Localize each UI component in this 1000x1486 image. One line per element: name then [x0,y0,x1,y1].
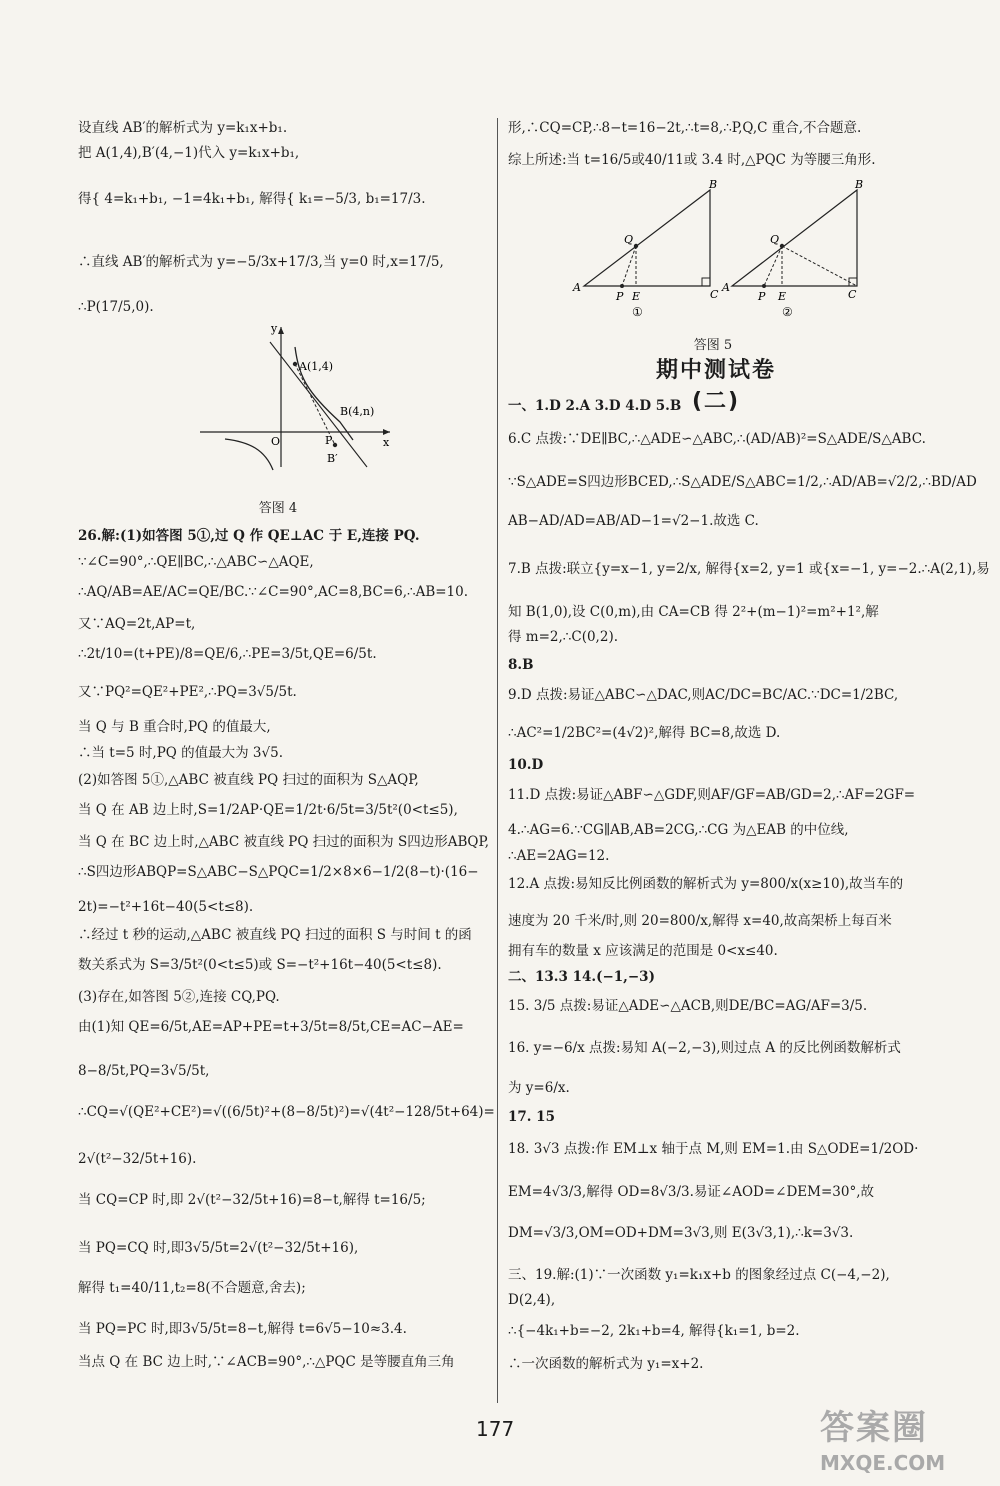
right-column-line: ∴AE=2AG=12. [508,848,610,864]
fig4-y-label: y [271,322,278,335]
watermark-line2: MXQE.COM [820,1451,946,1475]
right-column-line: 形,∴CQ=CP,∴8−t=16−2t,∴t=8,∴P,Q,C 重合,不合题意. [508,120,862,136]
left-column-line: ∴P(17/5,0). [78,299,154,315]
right-column-line: 综上所述:当 t=16/5或40/11或 3.4 时,△PQC 为等腰三角形. [508,152,876,168]
right-column-line: 6.C 点拨:∵DE∥BC,∴△ADE∽△ABC,∴(AD/AB)²=S△ADE/S△ABC. [508,431,926,447]
left-column-line: 当 Q 在 AB 边上时,S=1/2AP·QE=1/2t·6/5t=3/5t²(0<t≤5), [78,802,458,818]
right-column-line: ∴AC²=1/2BC²=(4√2)²,解得 BC=8,故选 D. [508,725,781,741]
right-column-line: 18. 3√3 点拨:作 EM⊥x 轴于点 M,则 EM=1.由 S△ODE=1/2OD· [508,1141,919,1157]
fig4-point-b: B(4,n) [340,405,375,418]
fig4-point-a: A(1,4) [299,360,334,373]
fig5-marker-2: ② [782,305,793,319]
right-column-line: EM=4√3/3,解得 OD=8√3/3.易证∠AOD=∠DEM=30°,故 [508,1184,875,1200]
right-column-line: 拥有车的数量 x 应该满足的范围是 0<x≤40. [508,943,778,959]
right-column-line: ∵S△ADE=S四边形BCED,∴S△ADE/S△ABC=1/2,∴AD/AB=√2/2,∴BD/AD [508,474,977,490]
left-column-line: ∴2t/10=(t+PE)/8=QE/6,∴PE=3/5t,QE=6/5t. [78,646,377,662]
right-column-line: 11.D 点拨:易证△ABF∽△GDF,则AF/GF=AB/GD=2,∴AF=2GF= [508,787,916,803]
right-column-line: 一、1.D 2.A 3.D 4.D 5.B [508,398,682,414]
right-column-line: 12.A 点拨:易知反比例函数的解析式为 y=800/x(x≥10),故当车的 [508,876,904,892]
right-column-line: 二、13.3 14.(−1,−3) [508,969,655,985]
left-column-line: ∴AQ/AB=AE/AC=QE/BC.∵∠C=90°,AC=8,BC=6,∴AB=10. [78,584,469,600]
left-column-line: 当 PQ=CQ 时,即3√5/5t=2√(t²−32/5t+16), [78,1240,359,1256]
right-column-line: ∴{−4k₁+b=−2, 2k₁+b=4, 解得{k₁=1, b=2. [508,1323,800,1339]
left-column-line: 由(1)知 QE=6/5t,AE=AP+PE=t+3/5t=8/5t,CE=AC−AE= [78,1019,464,1035]
left-column-line: 把 A(1,4),B′(4,−1)代入 y=k₁x+b₁, [78,145,300,161]
left-column-line: 又∵PQ²=QE²+PE²,∴PQ=3√5/5t. [78,684,297,700]
left-column-line: ∵∠C=90°,∴QE∥BC,∴△ABC∽△AQE, [78,554,314,570]
page-number: 177 [476,1417,515,1441]
right-column-line: 15. 3/5 点拨:易证△ADE∽△ACB,则DE/BC=AG/AF=3/5. [508,998,868,1014]
fig5-marker-1: ① [632,305,643,319]
right-column-line: 三、19.解:(1)∵一次函数 y₁=k₁x+b 的图象经过点 C(−4,−2), [508,1267,890,1283]
right-column-line: ∴一次函数的解析式为 y₁=x+2. [508,1356,704,1372]
fig5-a-2: A [722,281,730,294]
fig4-x-label: x [383,436,390,449]
fig4-point-b-prime: B′ [327,452,338,465]
left-column-line: 26.解:(1)如答图 5①,过 Q 作 QE⊥AC 于 E,连接 PQ. [78,528,420,544]
fig5-e-1: E [632,290,641,303]
figure-5-caption: 答图 5 [693,338,733,353]
left-column-line: 2√(t²−32/5t+16). [78,1151,197,1167]
right-column-line: 知 B(1,0),设 C(0,m),由 CA=CB 得 2²+(m−1)²=m²+1²,解 [508,604,879,620]
right-column-line: 为 y=6/x. [508,1080,570,1096]
fig5-c-2: C [848,288,857,301]
right-column-line: 得 m=2,∴C(0,2). [508,629,618,645]
left-column-line: 解得 t₁=40/11,t₂=8(不合题意,舍去); [78,1280,306,1296]
fig5-b-2: B [855,178,864,191]
fig5-q-2: Q [770,233,780,246]
left-column-line: 又∵AQ=2t,AP=t, [78,616,196,632]
figure-4-caption: 答图 4 [258,501,298,516]
left-column-line: ∴直线 AB′的解析式为 y=−5/3x+17/3,当 y=0 时,x=17/5, [78,254,444,270]
watermark-line1: 答案圈 [820,1408,928,1448]
left-column-line: (3)存在,如答图 5②,连接 CQ,PQ. [78,989,280,1005]
right-column-line: 16. y=−6/x 点拨:易知 A(−2,−3),则过点 A 的反比例函数解析式 [508,1040,901,1056]
left-column-line: 当 Q 与 B 重合时,PQ 的值最大, [78,719,271,735]
fig5-b-1: B [709,178,718,191]
left-column-line: 2t)=−t²+16t−40(5<t≤8). [78,899,254,915]
right-column-line: 4.∴AG=6.∵CG∥AB,AB=2CG,∴CG 为△EAB 的中位线, [508,822,849,838]
figure-4 [195,322,405,472]
section-title: 期中测试卷(二) [655,358,776,414]
left-column-line: 8−8/5t,PQ=3√5/5t, [78,1063,210,1079]
right-column-line: 9.D 点拨:易证△ABC∽△DAC,则AC/DC=BC/AC.∵DC=1/2BC, [508,687,899,703]
figure-5 [572,176,872,326]
fig4-origin-label: O [271,435,281,448]
left-column-line: 当 CQ=CP 时,即 2√(t²−32/5t+16)=8−t,解得 t=16/5; [78,1192,426,1208]
fig5-q-1: Q [624,233,634,246]
fig5-p-1: P [616,290,624,303]
column-divider [497,118,498,1403]
left-column-line: 得{ 4=k₁+b₁, −1=4k₁+b₁, 解得{ k₁=−5/3, b₁=17/3. [78,191,426,207]
left-column-line: ∴当 t=5 时,PQ 的值最大为 3√5. [78,745,284,761]
fig5-e-2: E [778,290,787,303]
left-column-line: ∴CQ=√(QE²+CE²)=√((6/5t)²+(8−8/5t)²)=√(4t²−128/5t+64)= [78,1104,495,1120]
right-column-line: 7.B 点拨:联立{y=x−1, y=2/x, 解得{x=2, y=1 或{x=−1, y=−2.∴A(2,1),易 [508,561,990,577]
right-column-line: 17. 15 [508,1109,555,1125]
right-column-line: 10.D [508,757,544,773]
right-column-line: AB−AD/AD=AB/AD−1=√2−1.故选 C. [508,513,759,529]
fig5-a-1: A [573,281,581,294]
left-column-line: (2)如答图 5①,△ABC 被直线 PQ 扫过的面积为 S△AQP, [78,772,419,788]
left-column-line: 当点 Q 在 BC 边上时,∵∠ACB=90°,∴△PQC 是等腰直角三角 [78,1354,455,1370]
right-column-line: D(2,4), [508,1292,556,1308]
left-column-line: 当 PQ=PC 时,即3√5/5t=8−t,解得 t=6√5−10≈3.4. [78,1321,407,1337]
left-column-line: ∴经过 t 秒的运动,△ABC 被直线 PQ 扫过的面积 S 与时间 t 的函 [78,927,472,943]
left-column-line: ∴S四边形ABQP=S△ABC−S△PQC=1/2×8×6−1/2(8−t)·(16− [78,864,479,880]
right-column-line: 8.B [508,657,534,673]
fig4-point-p: P [325,434,333,447]
right-column-line: 速度为 20 千米/时,则 20=800/x,解得 x=40,故高架桥上每百米 [508,913,892,929]
right-column-line: DM=√3/3,OM=OD+DM=3√3,则 E(3√3,1),∴k=3√3. [508,1225,854,1241]
left-column-line: 当 Q 在 BC 边上时,△ABC 被直线 PQ 扫过的面积为 S四边形ABQP, [78,834,490,850]
fig5-p-2: P [758,290,766,303]
fig5-c-1: C [710,288,719,301]
left-column-line: 数关系式为 S=3/5t²(0<t≤5)或 S=−t²+16t−40(5<t≤8). [78,957,442,973]
watermark [820,1400,945,1475]
left-column-line: 设直线 AB′的解析式为 y=k₁x+b₁. [78,120,288,136]
